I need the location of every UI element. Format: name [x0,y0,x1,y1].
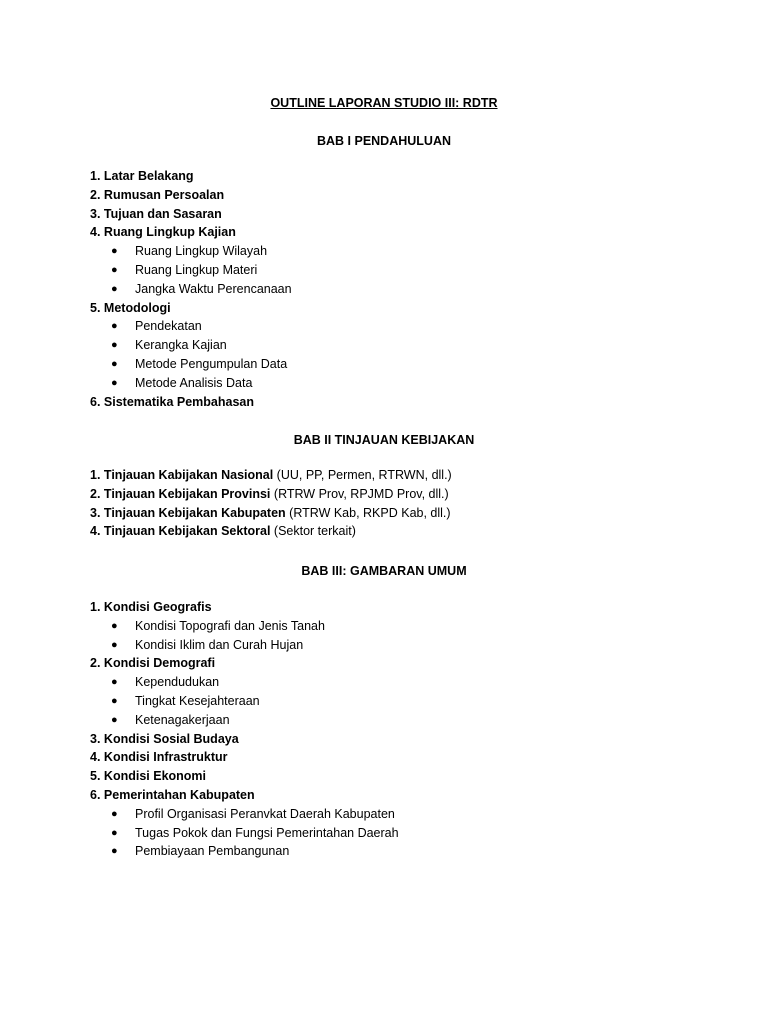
item-text: Kondisi Infrastruktur [103,750,228,765]
item-number: 4. [90,750,101,765]
item-text: Ruang Lingkup Kajian [103,225,236,240]
item-number: 2. [90,656,101,671]
numbered-item [90,167,690,186]
bullet-icon: ● [111,263,118,276]
bullet-item [90,617,690,636]
item-text: Tinjauan Kabijakan Nasional [103,468,274,482]
bullet-icon: ● [111,619,118,632]
item-text: Metode Analisis Data [135,375,253,390]
item-number: 3. [90,206,101,221]
numbered-item [90,393,690,412]
item-number: 1. [90,169,101,183]
numbered-item [90,654,690,673]
bullet-icon: ● [111,845,118,858]
chapter-3-list [90,598,690,861]
item-number: 4. [90,524,101,539]
bullet-item [90,692,690,711]
item-text: Metodologi [103,300,171,315]
numbered-item [90,466,690,485]
bullet-item [90,261,690,280]
numbered-item [90,223,690,242]
item-number: 6. [90,394,101,409]
bullet-icon: ● [111,638,118,651]
numbered-item [90,522,690,541]
item-number: 5. [90,300,101,315]
item-note: (RTRW Kab, RKPD Kab, dll.) [289,505,451,520]
item-text: Tingkat Kesejahteraan [135,693,260,708]
bullet-item [90,711,690,730]
item-text: Kondisi Ekonomi [103,769,207,784]
item-text: Kondisi Iklim dan Curah Hujan [135,637,304,652]
item-text: Kondisi Sosial Budaya [103,731,239,746]
item-number: 3. [90,505,101,520]
bullet-item [90,280,690,299]
item-number: 3. [90,731,101,746]
bullet-icon: ● [111,694,118,707]
bullet-item [90,842,690,861]
item-text: Kondisi Topografi dan Jenis Tanah [135,618,325,633]
bullet-item [90,824,690,843]
item-text: Ruang Lingkup Wilayah [135,244,268,259]
item-text: Tinjauan Kebijakan Provinsi [103,486,271,501]
bullet-icon: ● [111,826,118,839]
chapter-1-list [90,167,690,411]
item-text: Metode Pengumpulan Data [135,356,288,371]
numbered-item [90,485,690,504]
bullet-item [90,636,690,655]
item-note: (Sektor terkait) [273,524,356,539]
chapter-3-title: BAB III: GAMBARAN UMUM [301,564,467,578]
item-text: Kependudukan [135,675,220,690]
item-text: Latar Belakang [103,169,194,183]
bullet-icon: ● [111,339,118,352]
document-title: OUTLINE LAPORAN STUDIO III: RDTR [270,96,498,110]
item-number: 5. [90,769,101,784]
bullet-item [90,374,690,393]
bullet-icon: ● [111,376,118,389]
bullet-item [90,336,690,355]
bullet-item [90,317,690,336]
numbered-item [90,205,690,224]
bullet-item [90,355,690,374]
item-note: (UU, PP, Permen, RTRWN, dll.) [276,468,452,482]
bullet-icon: ● [111,320,118,333]
item-text: Tujuan dan Sasaran [103,206,222,221]
chapter-2-list [90,466,690,541]
item-number: 6. [90,787,101,802]
bullet-icon: ● [111,282,118,295]
item-text: Kerangka Kajian [135,338,227,353]
bullet-item [90,805,690,824]
item-text: Jangka Waktu Perencanaan [135,281,292,296]
numbered-item [90,598,690,617]
bullet-item [90,673,690,692]
item-number: 1. [90,468,101,482]
numbered-item [90,299,690,318]
item-number: 1. [90,600,101,614]
item-number: 4. [90,225,101,240]
item-text: Tinjauan Kebijakan Kabupaten [103,505,286,520]
item-text: Pembiayaan Pembangunan [135,844,290,859]
item-text: Rumusan Persoalan [103,187,225,202]
numbered-item [90,504,690,523]
item-number: 2. [90,486,101,501]
bullet-item [90,242,690,261]
item-text: Tugas Pokok dan Fungsi Pemerintahan Daerah [135,825,399,840]
item-text: Pendekatan [135,319,202,334]
bullet-icon: ● [111,676,118,689]
chapter-2-title: BAB II TINJAUAN KEBIJAKAN [293,433,475,447]
item-text: Ketenagakerjaan [135,712,230,727]
item-text: Tinjauan Kebijakan Sektoral [103,524,271,539]
bullet-icon: ● [111,357,118,370]
item-text: Sistematika Pembahasan [103,394,254,409]
numbered-item [90,730,690,749]
bullet-icon: ● [111,807,118,820]
item-number: 2. [90,187,101,202]
bullet-icon: ● [111,245,118,258]
chapter-1-title: BAB I PENDAHULUAN [316,134,452,148]
numbered-item [90,767,690,786]
numbered-item [90,748,690,767]
item-text: Kondisi Geografis [103,600,212,614]
item-text: Ruang Lingkup Materi [135,262,258,277]
numbered-item [90,786,690,805]
item-text: Kondisi Demografi [103,656,216,671]
numbered-item [90,186,690,205]
item-text: Profil Organisasi Peranvkat Daerah Kabupaten [135,806,395,821]
bullet-icon: ● [111,713,118,726]
item-note: (RTRW Prov, RPJMD Prov, dll.) [273,486,449,501]
item-text: Pemerintahan Kabupaten [103,787,255,802]
